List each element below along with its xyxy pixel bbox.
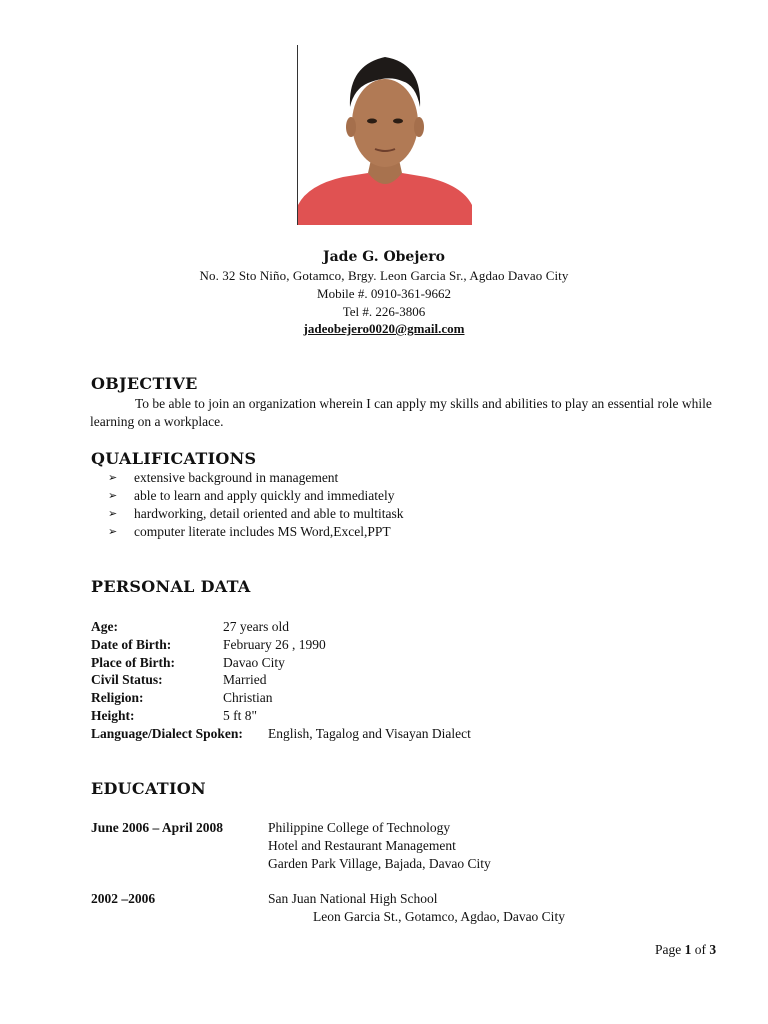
page-word: Page [655, 942, 682, 957]
list-item [108, 487, 404, 505]
personal-data-row [91, 725, 471, 743]
field-value: 27 years old [223, 619, 289, 634]
personal-data-row [91, 618, 289, 636]
personal-data-row [91, 689, 273, 707]
objective-heading: OBJECTIVE [91, 374, 198, 393]
field-value: Married [223, 672, 267, 687]
field-label: Civil Status: [91, 672, 163, 687]
email-link[interactable]: jadeobejero0020@gmail.com [303, 321, 465, 336]
objective-paragraph [90, 395, 720, 431]
education-date: June 2006 – April 2008 [91, 820, 224, 835]
qualification-text: computer literate includes MS Word,Excel,PPT [134, 524, 391, 539]
arrow-bullet-icon: ➢ [108, 526, 118, 538]
personal-data-heading: PERSONAL DATA [91, 577, 251, 596]
page-total: 3 [709, 942, 717, 957]
education-school: San Juan National High School [268, 891, 438, 906]
arrow-bullet-icon: ➢ [108, 508, 118, 520]
education-heading: EDUCATION [91, 779, 206, 798]
field-label: Language/Dialect Spoken: [91, 726, 243, 741]
telephone-number: Tel #. 226-3806 [342, 304, 426, 319]
profile-photo-image [298, 45, 472, 225]
field-label: Date of Birth: [91, 637, 172, 652]
qualification-text: able to learn and apply quickly and immediately [134, 488, 395, 503]
address: No. 32 Sto Niño, Gotamco, Brgy. Leon Garcia Sr., Agdao Davao City [199, 268, 569, 283]
personal-data-row [91, 636, 326, 654]
field-label: Religion: [91, 690, 144, 705]
qualifications-list [108, 469, 404, 541]
list-item [108, 469, 404, 487]
applicant-name: Jade G. Obejero [322, 249, 446, 265]
profile-photo [297, 45, 472, 225]
page-current: 1 [684, 942, 692, 957]
field-value: Christian [223, 690, 273, 705]
personal-data-row [91, 671, 266, 689]
page-number [655, 942, 716, 958]
field-label: Height: [91, 708, 135, 723]
education-location: Leon Garcia St., Gotamco, Agdao, Davao City [313, 909, 565, 924]
field-value: February 26 , 1990 [223, 637, 326, 652]
field-label: Place of Birth: [91, 655, 175, 670]
education-date: 2002 –2006 [91, 891, 156, 906]
education-location: Garden Park Village, Bajada, Davao City [268, 856, 491, 871]
of-word: of [694, 942, 706, 957]
personal-data-row [91, 707, 257, 725]
mobile-number: Mobile #. 0910-361-9662 [317, 286, 451, 301]
field-value: Davao City [223, 655, 285, 670]
arrow-bullet-icon: ➢ [108, 472, 118, 484]
field-value: English, Tagalog and Visayan Dialect [268, 726, 471, 741]
personal-data-row [91, 654, 285, 672]
list-item [108, 523, 404, 541]
qualifications-heading: QUALIFICATIONS [91, 449, 257, 468]
qualification-text: hardworking, detail oriented and able to multitask [134, 506, 404, 521]
education-school: Philippine College of Technology [268, 820, 451, 835]
education-course: Hotel and Restaurant Management [268, 838, 456, 853]
arrow-bullet-icon: ➢ [108, 490, 118, 502]
field-value: 5 ft 8" [223, 708, 258, 723]
qualification-text: extensive background in management [134, 470, 339, 485]
list-item [108, 505, 404, 523]
objective-text: To be able to join an organization wherein I can apply my skills and abilities to play an essential role while learning on a workplace. [90, 396, 712, 429]
field-label: Age: [91, 619, 118, 634]
